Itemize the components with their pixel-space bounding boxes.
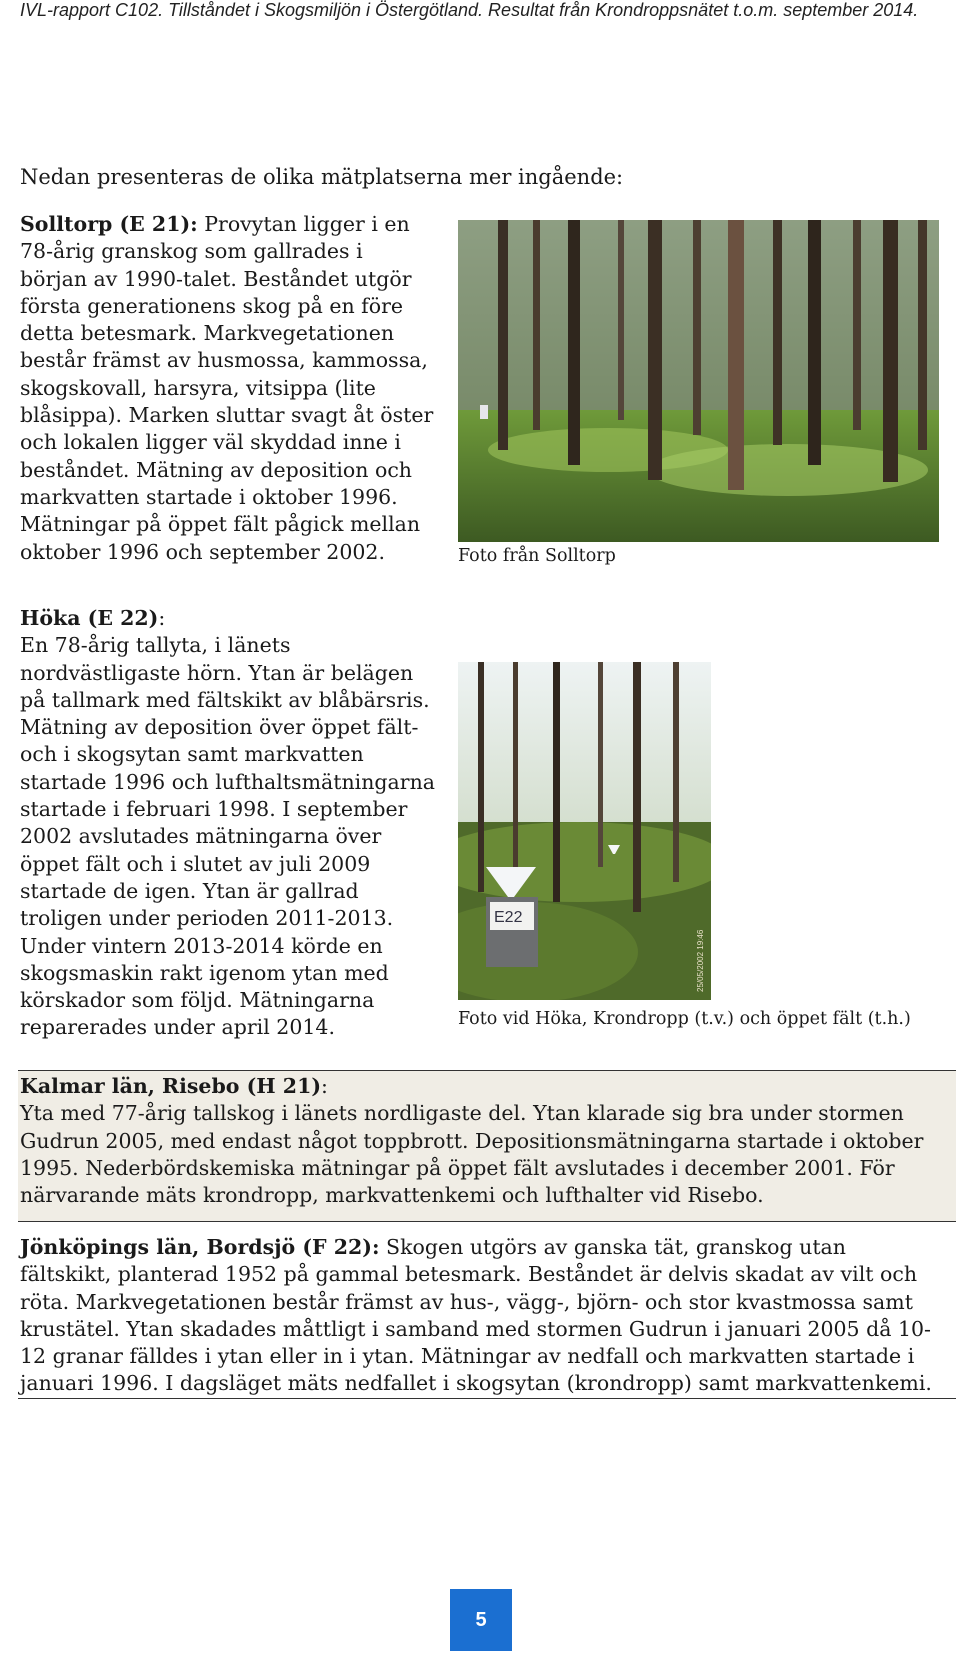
solltorp-line: består främst av husmossa, kammossa, [20,348,428,373]
solltorp-line: 78-årig granskog som gallrades i [20,239,363,264]
hoka-line: nordvästligaste hörn. Ytan är belägen [20,660,414,685]
solltorp-line: första generationens skog på en före [20,293,404,318]
hoka-line: Mätning av deposition över öppet fält- [20,715,419,740]
solltorp-line: markvatten startade i oktober 1996. [20,484,398,509]
solltorp-title: Solltorp (E 21): [20,212,198,236]
hoka-line: körskador som följd. Mätningarna [20,988,375,1013]
solltorp-section [20,211,440,566]
running-header: IVL-rapport C102. Tillståndet i Skogsmiljön i Östergötland. Resultat från Krondroppsnätet t.o.m. september 2014. [20,0,919,20]
photo-date-stamp: 25/05/2002 19:46 [696,929,705,992]
jonkoping-line: röta. Markvegetationen består främst av hus-, vägg-, björn- och stor kvastmossa samt [20,1289,913,1314]
hoka-line: 2002 avslutades mätningarna över [20,824,382,849]
hoka-caption: Foto vid Höka, Krondropp (t.v.) och öppet fält (t.h.) [458,1009,911,1029]
hoka-colon: : [158,606,166,630]
hoka-line: Under vintern 2013-2014 körde en [20,933,383,958]
hoka-line: startade i februari 1998. I september [20,797,408,822]
hoka-line: troligen under perioden 2011-2013. [20,906,394,931]
solltorp-line: och lokalen ligger väl skyddad inne i [20,430,401,455]
solltorp-line: blåsippa). Marken sluttar svagt åt öster [20,403,434,428]
hoka-line: startade 1996 och lufthaltsmätningarna [20,769,435,794]
solltorp-caption: Foto från Solltorp [458,546,616,566]
solltorp-line: beståndet. Mätning av deposition och [20,457,413,482]
hoka-title: Höka (E 22) [20,606,159,630]
kalmar-line: Gudrun 2005, med endast något toppbrott. Depositionsmätningarna startade i oktober [20,1128,924,1153]
hoka-line: öppet fält och i slutet av juli 2009 [20,851,371,876]
kalmar-line: 1995. Nederbördskemiska mätningar på öppet fält avslutades i december 2001. För [20,1155,895,1180]
kalmar-line: närvarande mäts krondropp, markvattenkemi och lufthalter vid Risebo. [20,1183,764,1208]
hoka-section [20,605,450,1042]
jonkoping-section [18,1232,956,1399]
jonkoping-title: Jönköpings län, Bordsjö (F 22): [20,1235,380,1259]
hoka-line: startade de igen. Ytan är gallrad [20,878,359,903]
solltorp-line: oktober 1996 och september 2002. [20,539,385,564]
hoka-line: reparerades under april 2014. [20,1015,335,1040]
jonkoping-line: fältskikt, planterad 1952 på gammal betesmark. Beståndet är delvis skadat av vilt och [20,1262,918,1287]
sampler-sign-text: E22 [494,909,523,926]
hoka-line: och i skogsytan samt markvatten [20,742,364,767]
page-number: 5 [450,1589,512,1651]
kalmar-colon: : [321,1074,328,1098]
solltorp-line: skogskovall, harsyra, vitsippa (lite [20,375,376,400]
hoka-line: En 78-årig tallyta, i länets [20,633,291,658]
solltorp-line: Mätningar på öppet fält pågick mellan [20,512,421,537]
hoka-line: skogsmaskin rakt igenom ytan med [20,960,389,985]
kalmar-title: Kalmar län, Risebo (H 21) [20,1074,322,1098]
hoka-line: på tallmark med fältskikt av blåbärsris. [20,687,430,712]
jonkoping-line: 12 granar fälldes i ytan eller in i ytan. Mätningar av nedfall och markvatten startade i [20,1344,915,1369]
jonkoping-line: Skogen utgörs av ganska tät, granskog utan [379,1235,846,1259]
hoka-forest-photo [458,662,711,1000]
kalmar-line: Yta med 77-årig tallskog i länets nordligaste del. Ytan klarade sig bra under stormen [20,1101,904,1126]
solltorp-forest-photo [458,220,939,542]
intro-text: Nedan presenteras de olika mätplatserna mer ingående: [20,165,624,189]
solltorp-line: Provytan ligger i en [197,212,410,236]
solltorp-line: detta betesmark. Markvegetationen [20,321,395,346]
jonkoping-line: januari 1996. I dagsläget mäts nedfallet i skogsytan (krondropp) samt markvattenkemi. [20,1371,932,1396]
kalmar-section [18,1070,956,1222]
solltorp-line: början av 1990-talet. Beståndet utgör [20,266,412,291]
jonkoping-line: krustätel. Ytan skadades måttligt i samband med stormen Gudrun i januari 2005 då 10- [20,1316,931,1341]
